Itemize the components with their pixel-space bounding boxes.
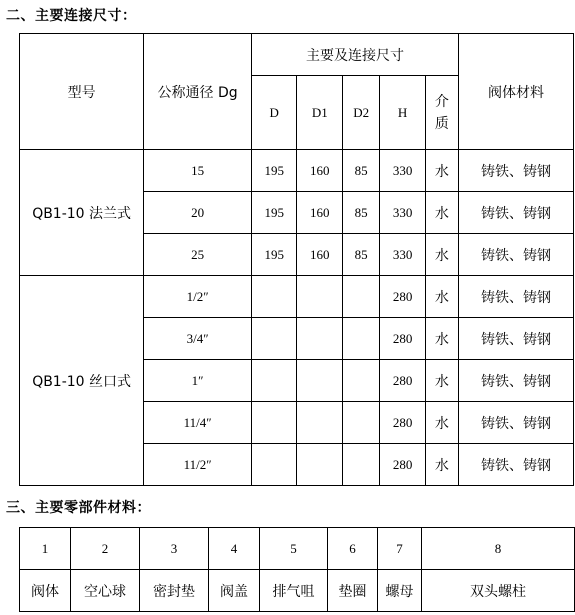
medium-cell: 水 [425, 192, 458, 234]
header-body-material: 阀体材料 [458, 34, 573, 150]
header-model: 型号 [20, 34, 144, 150]
part-number-cell: 3 [140, 528, 209, 570]
material-cell: 铸铁、铸钢 [458, 234, 573, 276]
header-dimensions-group: 主要及连接尺寸 [251, 34, 458, 76]
part-name-cell: 密封垫 [140, 570, 209, 612]
dimensions-table-body [20, 150, 574, 486]
nominal-diameter-cell: 1″ [144, 360, 252, 402]
d2-cell [343, 444, 380, 486]
part-number-cell: 7 [378, 528, 422, 570]
section-title-dimensions: 二、主要连接尺寸： [6, 8, 137, 24]
d1-cell [297, 360, 343, 402]
header-medium-line1: 介 [434, 93, 449, 110]
d1-cell [297, 276, 343, 318]
d1-cell [297, 444, 343, 486]
table-row [20, 150, 574, 192]
dimensions-table [19, 33, 574, 486]
header-medium-line2: 质 [434, 115, 449, 132]
medium-cell: 水 [425, 360, 458, 402]
parts-table [19, 527, 575, 612]
parts-number-row [20, 528, 575, 570]
part-name-cell: 双头螺柱 [422, 570, 575, 612]
d-cell [251, 318, 297, 360]
d2-cell [343, 402, 380, 444]
header-D2: D2 [343, 76, 380, 150]
medium-cell: 水 [425, 234, 458, 276]
h-cell: 280 [380, 318, 426, 360]
material-cell: 铸铁、铸钢 [458, 402, 573, 444]
part-name-cell: 垫圈 [328, 570, 378, 612]
nominal-diameter-cell: 20 [144, 192, 252, 234]
part-number-cell: 6 [328, 528, 378, 570]
nominal-diameter-cell: 1/2″ [144, 276, 252, 318]
h-cell: 330 [380, 192, 426, 234]
h-cell: 330 [380, 150, 426, 192]
header-medium [425, 76, 458, 150]
medium-cell: 水 [425, 150, 458, 192]
h-cell: 280 [380, 402, 426, 444]
d-cell [251, 444, 297, 486]
d2-cell: 85 [343, 150, 380, 192]
d1-cell: 160 [297, 234, 343, 276]
d1-cell [297, 318, 343, 360]
part-number-cell: 2 [71, 528, 140, 570]
header-H: H [380, 76, 426, 150]
nominal-diameter-cell: 11/4″ [144, 402, 252, 444]
nominal-diameter-cell: 25 [144, 234, 252, 276]
material-cell: 铸铁、铸钢 [458, 444, 573, 486]
material-cell: 铸铁、铸钢 [458, 192, 573, 234]
d-cell [251, 360, 297, 402]
part-name-cell: 排气咀 [260, 570, 328, 612]
d1-cell: 160 [297, 192, 343, 234]
medium-cell: 水 [425, 402, 458, 444]
d-cell [251, 402, 297, 444]
table-row [20, 276, 574, 318]
d-cell [251, 276, 297, 318]
header-D1: D1 [297, 76, 343, 150]
part-name-cell: 空心球 [71, 570, 140, 612]
h-cell: 280 [380, 444, 426, 486]
d-cell: 195 [251, 192, 297, 234]
section-title-parts: 三、主要零部件材料： [6, 500, 151, 516]
d2-cell [343, 276, 380, 318]
material-cell: 铸铁、铸钢 [458, 360, 573, 402]
d2-cell [343, 360, 380, 402]
d2-cell: 85 [343, 234, 380, 276]
d2-cell: 85 [343, 192, 380, 234]
material-cell: 铸铁、铸钢 [458, 318, 573, 360]
part-name-cell: 阀盖 [209, 570, 260, 612]
medium-cell: 水 [425, 444, 458, 486]
parts-name-row [20, 570, 575, 612]
d1-cell [297, 402, 343, 444]
d2-cell [343, 318, 380, 360]
h-cell: 280 [380, 360, 426, 402]
part-number-cell: 5 [260, 528, 328, 570]
nominal-diameter-cell: 3/4″ [144, 318, 252, 360]
material-cell: 铸铁、铸钢 [458, 150, 573, 192]
nominal-diameter-cell: 11/2″ [144, 444, 252, 486]
header-D: D [251, 76, 297, 150]
h-cell: 330 [380, 234, 426, 276]
header-nominal-diameter: 公称通径 Dg [144, 34, 252, 150]
h-cell: 280 [380, 276, 426, 318]
d-cell: 195 [251, 234, 297, 276]
d1-cell: 160 [297, 150, 343, 192]
d-cell: 195 [251, 150, 297, 192]
part-name-cell: 阀体 [20, 570, 71, 612]
medium-cell: 水 [425, 276, 458, 318]
part-name-cell: 螺母 [378, 570, 422, 612]
material-cell: 铸铁、铸钢 [458, 276, 573, 318]
medium-cell: 水 [425, 318, 458, 360]
model-cell: QB1-10 丝口式 [20, 276, 144, 486]
model-cell: QB1-10 法兰式 [20, 150, 144, 276]
part-number-cell: 1 [20, 528, 71, 570]
part-number-cell: 8 [422, 528, 575, 570]
part-number-cell: 4 [209, 528, 260, 570]
nominal-diameter-cell: 15 [144, 150, 252, 192]
